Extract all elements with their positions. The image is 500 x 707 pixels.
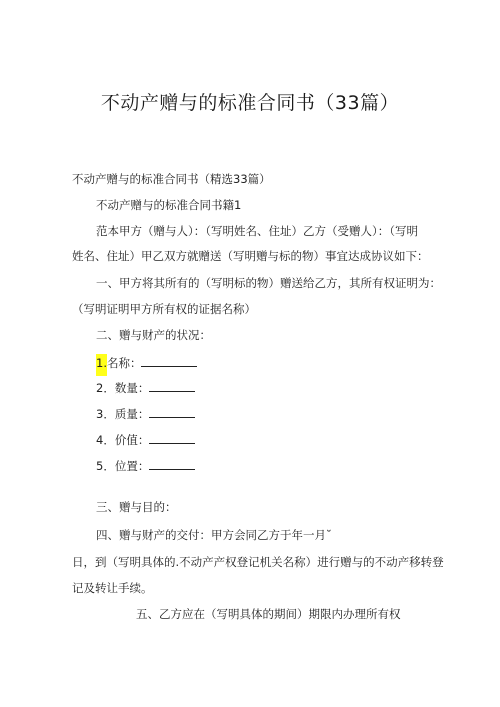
fill-blank [141, 356, 197, 367]
list-item [96, 407, 195, 421]
clause-4-line-3: 记及转让手续。 [72, 581, 153, 595]
item-number: 2 [96, 381, 104, 395]
item-number: 5 [96, 459, 104, 473]
item-label: ．位置： [103, 459, 150, 473]
clause-2-heading: 二、赠与财产的状况： [96, 328, 211, 342]
intro-line-1: 范本甲方（赠与人）：（写明姓名、住址）乙方（受赠人）：（写明 [96, 224, 418, 238]
item-label: ．数量： [103, 381, 150, 395]
list-item [96, 381, 195, 395]
item-number: 3 [96, 407, 104, 421]
item-label: 名称： [106, 356, 142, 370]
fill-blank [149, 433, 195, 444]
document-subtitle: 不动产赠与的标准合同书（精选33篇） [72, 172, 271, 186]
item-label: ．质量： [103, 407, 150, 421]
fill-blank [149, 459, 195, 470]
item-number-highlighted: 1. [96, 354, 107, 376]
clause-1-line-2: （写明证明甲方所有权的证据名称） [72, 302, 256, 316]
item-number: 4 [96, 433, 104, 447]
item-label: ．价值： [103, 433, 150, 447]
section-heading: 不动产赠与的标准合同书籍1 [96, 198, 242, 212]
list-item [96, 354, 197, 376]
list-item [96, 433, 195, 447]
clause-1-line-1: 一、甲方将其所有的（写明标的物）赠送给乙方，其所有权证明为： [96, 276, 441, 290]
list-item [96, 459, 195, 473]
fill-blank [149, 407, 195, 418]
intro-line-2: 姓名、住址）甲乙双方就赠送（写明赠与标的物）事宜达成协议如下： [72, 249, 429, 263]
clause-4-line-2: 日，到（写明具体的.不动产产权登记机关名称）进行赠与的不动产移转登 [72, 555, 444, 569]
page-title: 不动产赠与的标准合同书（33篇） [100, 92, 400, 114]
clause-3: 三、赠与目的： [96, 500, 177, 514]
clause-4-line-1: 四、赠与财产的交付：甲方会同乙方于年一月˘ [96, 528, 332, 542]
fill-blank [149, 381, 195, 392]
clause-5: 五、乙方应在（写明具体的期间）期限内办理所有权 [136, 607, 401, 621]
